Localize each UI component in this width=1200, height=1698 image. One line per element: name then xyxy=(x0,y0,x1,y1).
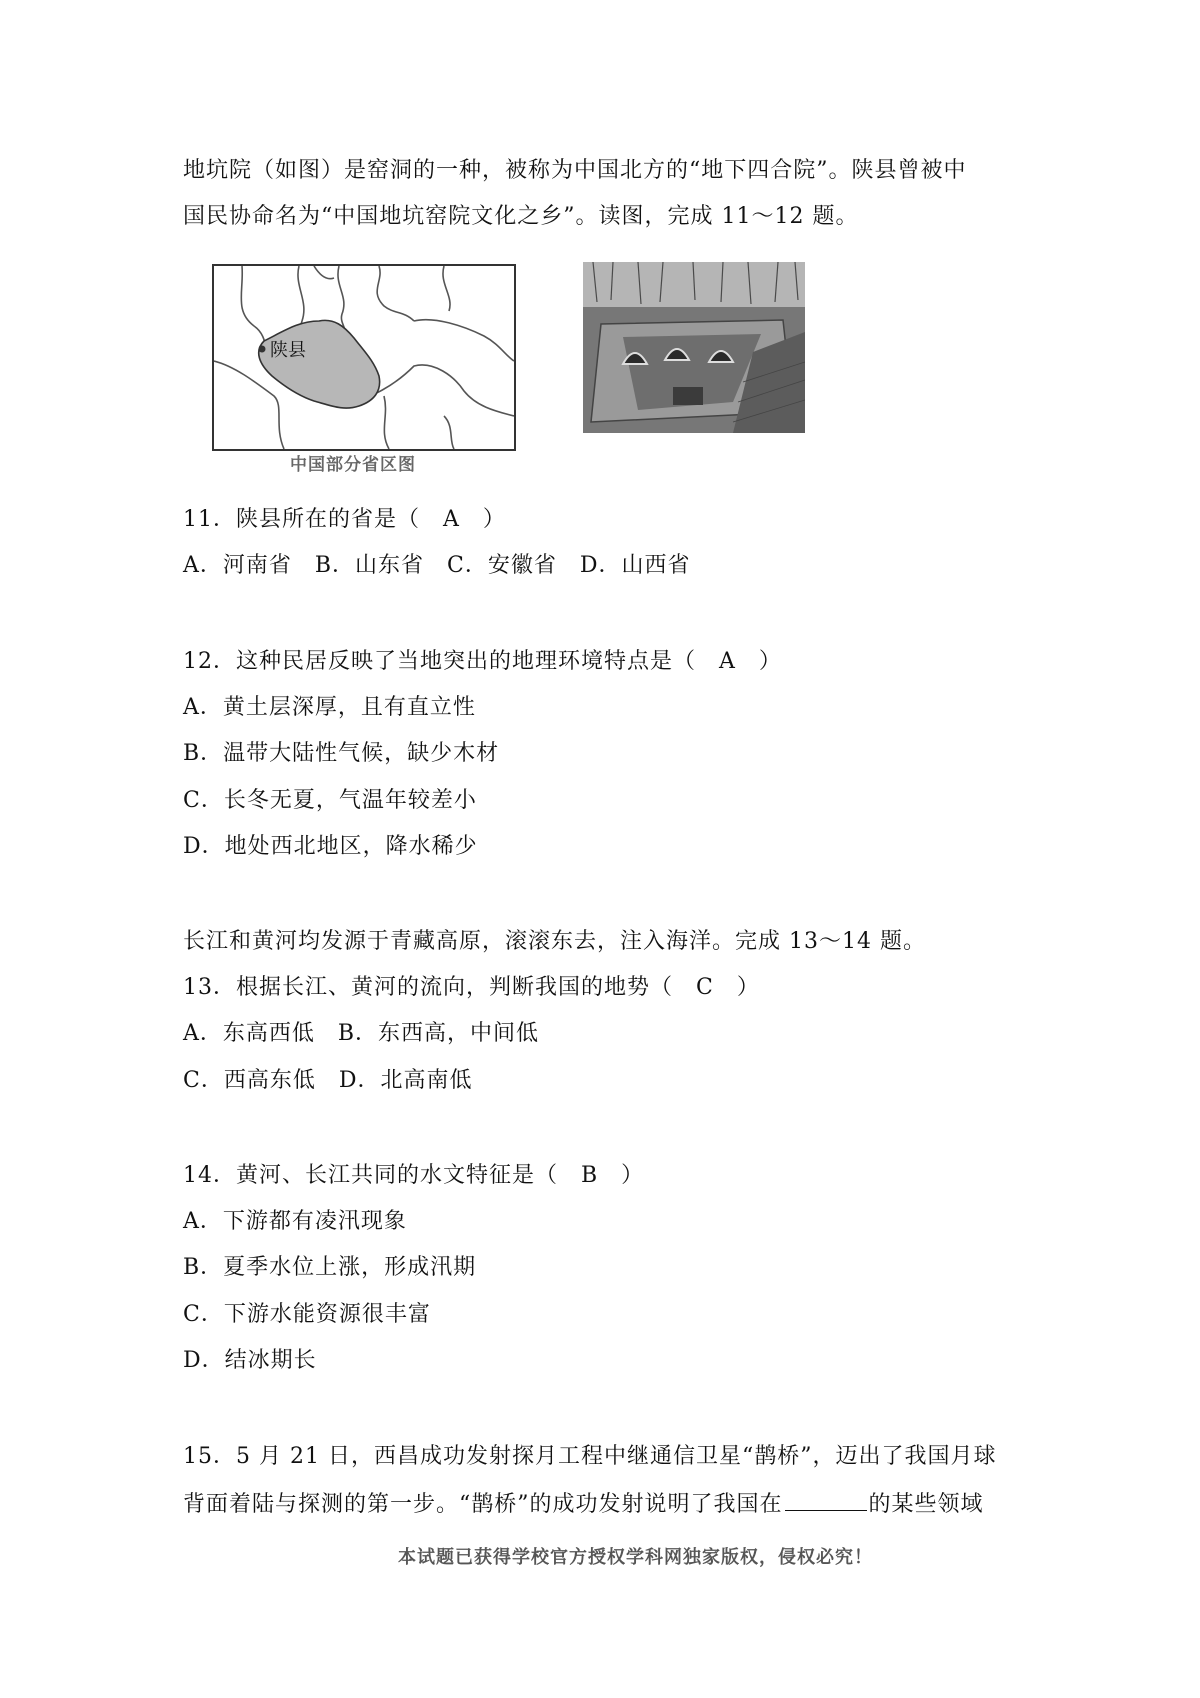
question-14-option-d: D．结冰期长 xyxy=(183,1348,317,1373)
question-14-stem: 14．黄河、长江共同的水文特征是（ B ） xyxy=(183,1163,645,1188)
province-map-figure xyxy=(212,264,516,451)
pit-courtyard-image xyxy=(583,262,805,433)
question-15-text-after-blank: 的某些领域 xyxy=(868,1492,984,1517)
question-12-option-d: D．地处西北地区，降水稀少 xyxy=(183,834,478,859)
shanxian-point xyxy=(259,346,266,353)
question-12-option-c: C．长冬无夏，气温年较差小 xyxy=(183,788,477,813)
shanxian-label: 陕县 xyxy=(270,340,306,361)
map-border xyxy=(444,416,454,449)
question-11-options: A．河南省 B．山东省 C．安徽省 D．山西省 xyxy=(183,553,691,578)
question-13-options-row-1: A．东高西低 B．东西高，中间低 xyxy=(183,1021,540,1046)
question-12-stem: 12．这种民居反映了当地突出的地理环境特点是（ A ） xyxy=(183,649,782,674)
question-13-options-row-2: C．西高东低 D．北高南低 xyxy=(183,1068,473,1093)
question-12-option-a: A．黄土层深厚，且有直立性 xyxy=(183,695,476,720)
copyright-footer: 本试题已获得学校官方授权学科网独家版权，侵权必究！ xyxy=(398,1547,873,1568)
intro-line-1: 地坑院（如图）是窑洞的一种，被称为中国北方的“地下四合院”。陕县曾被中 xyxy=(183,158,967,183)
shaded-province xyxy=(259,320,380,408)
question-13-stem: 13．根据长江、黄河的流向，判断我国的地势（ C ） xyxy=(183,975,760,1000)
question-11-stem: 11．陕县所在的省是（ A ） xyxy=(183,507,506,532)
question-15-line-2 xyxy=(183,1488,984,1520)
pit-courtyard-photo xyxy=(583,262,805,433)
map-caption: 中国部分省区图 xyxy=(290,455,416,475)
map-border xyxy=(414,320,514,361)
map-border xyxy=(377,266,414,321)
map-border xyxy=(384,396,389,449)
question-14-option-a: A．下游都有凌汛现象 xyxy=(183,1209,407,1234)
question-12-option-b: B．温带大陆性气候，缺少木材 xyxy=(183,741,500,766)
answer-blank xyxy=(785,1488,867,1511)
map-border xyxy=(314,266,334,279)
intro-line-2: 国民协命名为“中国地坑窑院文化之乡”。读图，完成 11～12 题。 xyxy=(183,204,859,229)
question-15-text-before-blank: 背面着陆与探测的第一步。“鹊桥”的成功发射说明了我国在 xyxy=(183,1492,783,1517)
question-14-option-b: B．夏季水位上涨，形成汛期 xyxy=(183,1255,477,1280)
province-map xyxy=(214,266,514,449)
question-15-line-1: 15．5 月 21 日，西昌成功发射探月工程中继通信卫星“鹊桥”，迈出了我国月球 xyxy=(183,1444,997,1469)
map-border xyxy=(443,266,450,311)
intro-2: 长江和黄河均发源于青藏高原，滚滚东去，注入海洋。完成 13～14 题。 xyxy=(183,929,926,954)
question-14-option-c: C．下游水能资源很丰富 xyxy=(183,1302,431,1327)
